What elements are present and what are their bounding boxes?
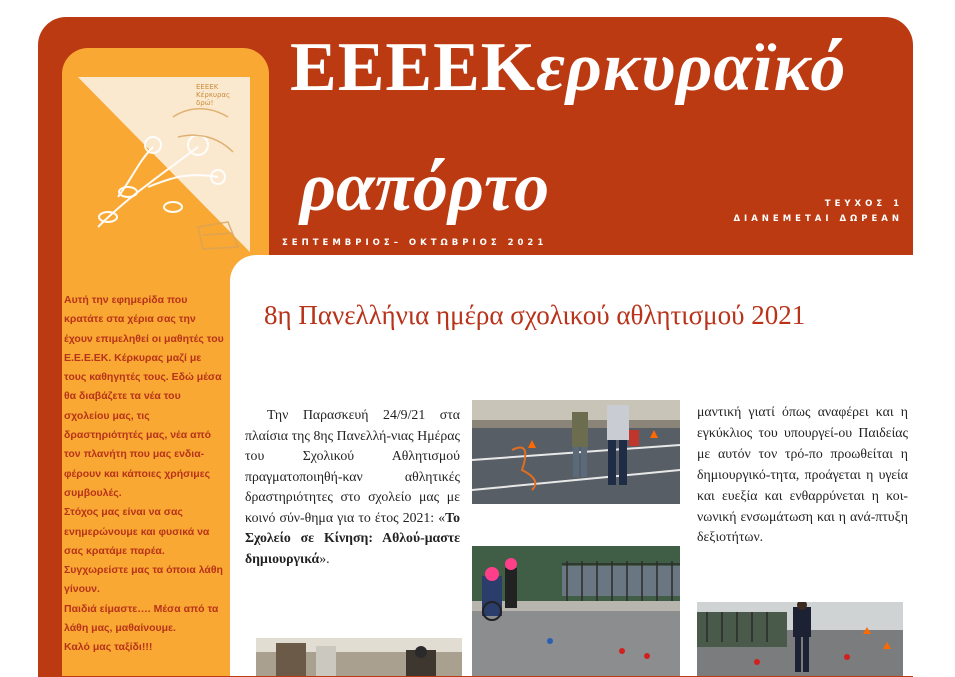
editorial-paragraph: Παιδιά είμαστε…. Μέσα από τα λάθη μας, μαθαίνουμε. [64, 602, 219, 635]
distribution-note: ΔΙΑΝΕΜΕΤΑΙ ΔΩΡΕΑΝ [733, 214, 903, 224]
issue-date: ΣΕΠΤΕΜΒΡΙΟΣ– ΟΚΤΩΒΡΙΟΣ 2021 [282, 238, 548, 248]
photo-wheelchair-game [472, 546, 680, 676]
article-slogan: Το Σχολείο σε Κίνηση: Αθλού-μαστε δημιουργικά [245, 509, 460, 566]
issue-number: ΤΕΥΧΟΣ 1 [824, 199, 903, 209]
article-column-1: Την Παρασκευή 24/9/21 στα πλαίσια της 8ης Πανελλή-νιας Ημέρας του Σχολικού Αθλητισμού πραγματοποιηθή-καν αθλητικές δραστηριότητες στο σχολείο μας με κοινό σύν-θημα για το έτος 2021: «Το Σχολείο σε Κίνηση: Αθλού-μαστε δημιουργικά». [245, 407, 460, 566]
newspaper-title-line2: ραπόρτο [300, 149, 550, 226]
article-column-3: μαντική γιατί όπως αναφέρει και η εγκύκλιος του υπουργεί-ου Παιδείας με αυτόν τον τρό-πο προωθείται η δημιουργικό-τητα, προάγεται η υγεία και ευεξία και ενθαρρύνεται η κοι-νωνική ενσωμάτωση και η ανά-πτυξη δεξιοτήτων. [697, 404, 908, 545]
newspaper-title: ΕΕΕΕΚερκυραϊκό [290, 29, 847, 106]
issue-info [733, 197, 903, 227]
photo-sports-court [472, 400, 680, 504]
school-logo [78, 77, 250, 252]
editorial-paragraph: Καλό μας ταξίδι!!! [64, 641, 153, 654]
photo-indoor-activity [256, 638, 462, 676]
logo-caption: ΕΕΕΕΚ Κέρκυρας δρώ! [196, 83, 231, 107]
editorial-paragraph: Συγχωρείστε μας τα όποια λάθη γίνουν. [64, 564, 223, 596]
photo-ball-game [697, 602, 903, 676]
article-headline: 8η Πανελλήνια ημέρα σχολικού αθλητισμού 2021 [264, 300, 806, 330]
editorial-paragraph: Στόχος μας είναι να σας ενημερώνουμε και φυσικά να σας κρατάμε παρέα. [64, 506, 210, 557]
editorial-paragraph: Αυτή την εφημερίδα που κρατάτε στα χέρια σας την έχουν επιμεληθεί οι μαθητές του Ε.Ε.Ε.ΕΚ. Κέρκυρας μαζί με τους καθηγητές τους. Εδώ μέσα θα διαβάζετε τα νέα του σχολείου μας, τις δραστηριότητές μας, νέα από τον πλανήτη που μας ενδια-φέρουν και κάποιες χρήσιμες συμβουλές. [64, 294, 224, 499]
editorial-note [64, 291, 226, 658]
